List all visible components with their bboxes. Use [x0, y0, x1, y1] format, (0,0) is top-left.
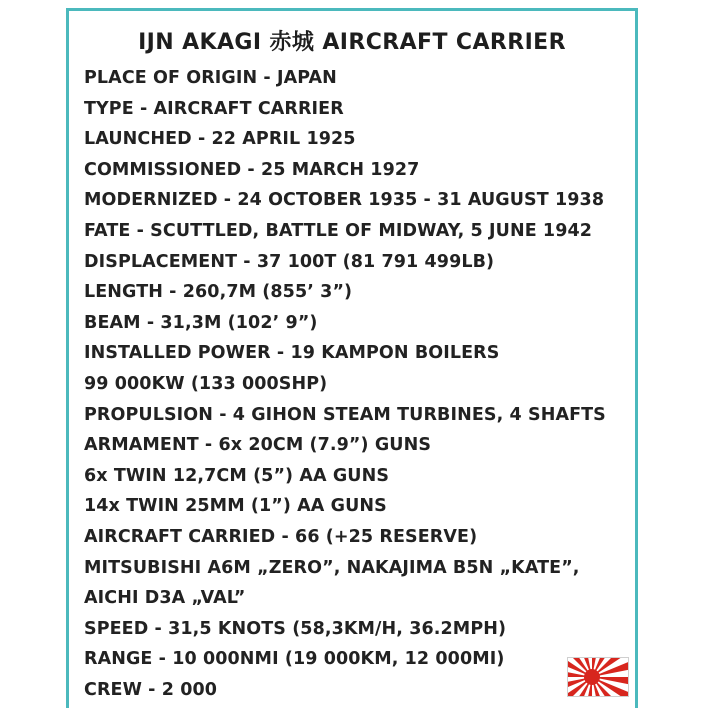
spec-line: FATE - SCUTTLED, BATTLE OF MIDWAY, 5 JUNE 1942	[84, 220, 593, 241]
spec-line: MODERNIZED - 24 OCTOBER 1935 - 31 AUGUST 1938	[84, 190, 605, 211]
spec-line: MITSUBISHI A6M „ZERO”, NAKAJIMA B5N „KATE”,	[84, 557, 580, 578]
spec-line: RANGE - 10 000NMI (19 000KM, 12 000MI)	[84, 649, 505, 670]
spec-line: BEAM - 31,3M (102’ 9”)	[84, 312, 318, 333]
spec-line: 14x TWIN 25MM (1”) AA GUNS	[84, 496, 387, 517]
spec-line: DISPLACEMENT - 37 100T (81 791 499LB)	[84, 251, 495, 272]
rising-sun-flag-graphic	[568, 658, 628, 696]
rising-sun-flag-icon	[567, 657, 629, 697]
spec-line: TYPE - AIRCRAFT CARRIER	[84, 98, 344, 119]
spec-line: AIRCRAFT CARRIED - 66 (+25 RESERVE)	[84, 526, 478, 547]
spec-line: PROPULSION - 4 GIHON STEAM TURBINES, 4 SHAFTS	[84, 404, 606, 425]
spec-line: ARMAMENT - 6x 20CM (7.9”) GUNS	[84, 435, 432, 456]
spec-line: COMMISSIONED - 25 MARCH 1927	[84, 159, 420, 180]
spec-line: SPEED - 31,5 KNOTS (58,3KM/H, 36.2MPH)	[84, 618, 507, 639]
spec-line: LAUNCHED - 22 APRIL 1925	[84, 129, 356, 150]
spec-line: AICHI D3A „VAL”	[84, 588, 246, 609]
spec-line: INSTALLED POWER - 19 KAMPON BOILERS	[84, 343, 500, 364]
spec-line: 99 000KW (133 000SHP)	[84, 373, 328, 394]
spec-line: LENGTH - 260,7M (855’ 3”)	[84, 282, 353, 303]
spec-line: PLACE OF ORIGIN - JAPAN	[84, 68, 337, 88]
spec-list	[84, 63, 606, 705]
page-title: IJN AKAGI 赤城 AIRCRAFT CARRIER	[138, 30, 566, 55]
spec-line: CREW - 2 000	[84, 679, 218, 700]
spec-card	[66, 8, 638, 708]
spec-line: 6x TWIN 12,7CM (5”) AA GUNS	[84, 465, 390, 486]
flag-sun-disc	[584, 669, 600, 685]
